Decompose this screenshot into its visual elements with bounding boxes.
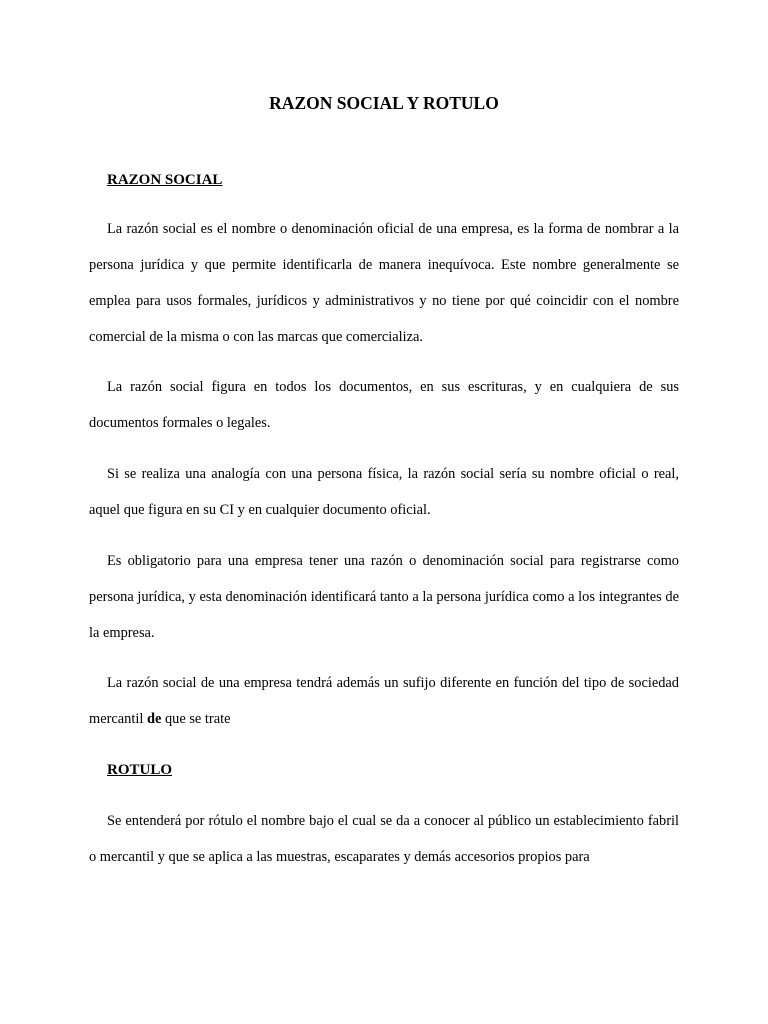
paragraph-suffix-text: La razón social de una empresa tendrá además un sufijo diferente en función del tipo de sociedad mercantil bbox=[89, 675, 679, 727]
paragraph-rotulo-definition: Se entenderá por rótulo el nombre bajo el cual se da a conocer al público un establecimiento fabril o mercantil y que se aplica a las muestras, escaparates y demás accesorios propios para bbox=[89, 813, 679, 865]
paragraph-analogy: Si se realiza una analogía con una persona física, la razón social sería su nombre oficial o real, aquel que figura en su CI y en cualquier documento oficial. bbox=[89, 466, 679, 518]
paragraph-definition: La razón social es el nombre o denominación oficial de una empresa, es la forma de nombrar a la persona jurídica y que permite identificarla de manera inequívoca. Este nombre generalmente se emplea para usos formales, jurídicos y administrativos y no tiene por qué coincidir con el nombre comercial de la misma o con las marcas que comercializa. bbox=[89, 221, 679, 345]
section-heading-razon-social: RAZON SOCIAL bbox=[107, 172, 223, 188]
paragraph-obligation: Es obligatorio para una empresa tener una razón o denominación social para registrarse como persona jurídica, y esta denominación identificará tanto a la persona jurídica como a los integrantes de la empresa. bbox=[89, 553, 679, 641]
paragraph-documents: La razón social figura en todos los documentos, en sus escrituras, y en cualquiera de sus documentos formales o legales. bbox=[89, 379, 679, 431]
document-title: RAZON SOCIAL Y ROTULO bbox=[269, 93, 499, 113]
paragraph-suffix bbox=[89, 665, 679, 737]
section-heading-rotulo: ROTULO bbox=[107, 762, 173, 778]
paragraph-suffix-end: que se trate bbox=[161, 711, 231, 727]
paragraph-suffix-bold: de bbox=[146, 711, 162, 727]
